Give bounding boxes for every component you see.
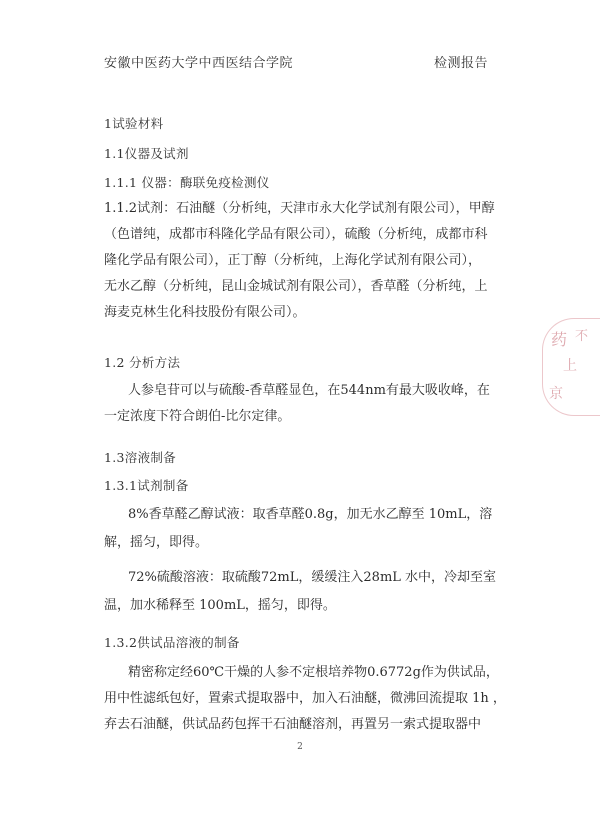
paragraph-line: 无水乙醇（分析纯，昆山金城试剂有限公司），香草醛（分析纯，上 — [104, 279, 488, 294]
analysis-paragraph-line-2 — [104, 404, 290, 430]
paragraph-line: （色谱纯，成都市科隆化学品有限公司），硫酸（分析纯，成都市科 — [104, 227, 488, 242]
paragraph-line: 8%香草醛乙醇试液：取香草醛0.8g，加无水乙醇至 10mL，溶 — [128, 507, 493, 522]
vanillin-line-1 — [128, 502, 492, 528]
paragraph-line: 1.1.2试剂：石油醚（分析纯，天津市永大化学试剂有限公司），甲醇 — [104, 201, 495, 216]
seal-char: 药 — [551, 330, 568, 349]
paragraph-line: 72%硫酸溶液：取硫酸72mL，缓缓注入28mL 水中，冷却至室 — [128, 570, 497, 585]
paragraph-line: 精密称定经60℃干燥的人参不定根培养物0.6772g作为供试品， — [128, 665, 499, 680]
seal-char: 京 — [549, 386, 563, 402]
sample-prep-lines-2-3 — [104, 686, 506, 738]
seal-char: 上 — [563, 358, 577, 374]
paragraph-line: 弃去石油醚，供试品药包挥干石油醚溶剂，再置另一索式提取器中 — [104, 717, 482, 732]
sample-prep-line-1 — [128, 660, 499, 686]
paragraph-line: 温，加水稀释至 100mL，摇匀，即得。 — [104, 598, 336, 613]
paragraph-line: 海麦克林生化科技股份有限公司）。 — [104, 305, 306, 320]
section-heading-1-3-1: 1.3.1试剂制备 — [104, 478, 189, 493]
paragraph-line: 隆化学品有限公司），正丁醇（分析纯，上海化学试剂有限公司）， — [104, 253, 482, 268]
section-heading-1: 1试验材料 — [104, 116, 164, 131]
paragraph-line: 人参皂苷可以与硫酸-香草醛显色，在544nm有最大吸收峰，在 — [128, 383, 490, 398]
seal-char: 不 — [575, 329, 589, 344]
paragraph-line: 用中性滤纸包好，置索式提取器中，加入石油醚，微沸回流提取 1h ， — [104, 691, 506, 706]
sulfuric-acid-line-1 — [128, 565, 496, 591]
section-heading-1-1-1: 1.1.1 仪器：酶联免疫检测仪 — [104, 175, 270, 190]
section-heading-1-2: 1.2 分析方法 — [104, 355, 181, 370]
institution-name: 安徽中医药大学中西医结合学院 — [104, 56, 294, 71]
reagents-paragraph — [104, 196, 495, 326]
seal-stamp — [542, 318, 600, 416]
section-heading-1-3-2: 1.3.2供试品溶液的制备 — [104, 635, 240, 650]
vanillin-line-2 — [104, 530, 208, 556]
section-heading-1-3: 1.3溶液制备 — [104, 450, 176, 465]
analysis-paragraph-line-1 — [128, 378, 490, 404]
sulfuric-acid-line-2 — [104, 593, 336, 619]
page-number: 2 — [297, 742, 303, 752]
section-heading-1-1: 1.1仪器及试剂 — [104, 146, 189, 161]
report-type: 检测报告 — [434, 56, 489, 71]
paragraph-line: 一定浓度下符合朗伯-比尔定律。 — [104, 409, 291, 424]
paragraph-line: 解，摇匀，即得。 — [104, 535, 209, 550]
